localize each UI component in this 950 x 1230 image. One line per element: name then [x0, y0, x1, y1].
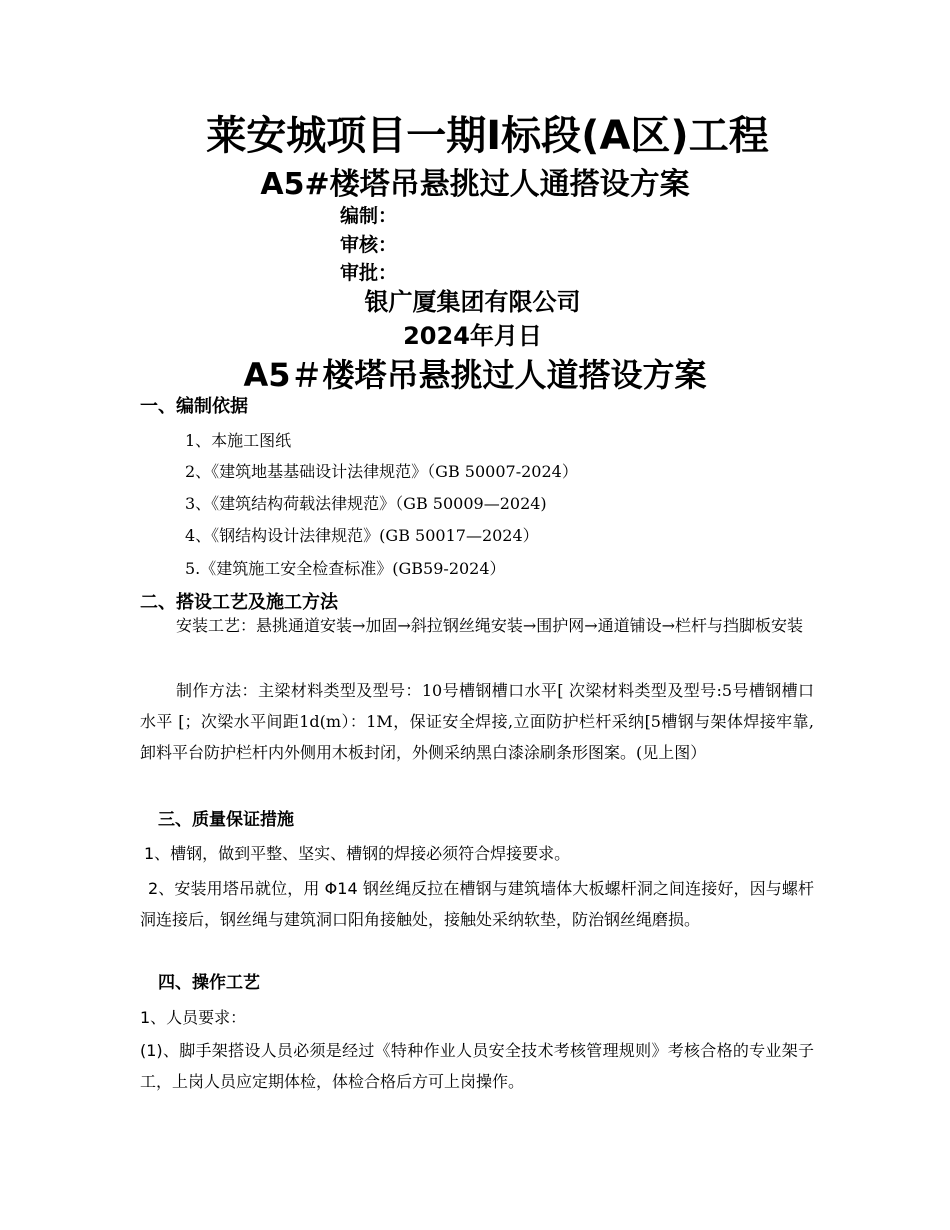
- section2-heading: 二、搭设工艺及施工方法: [140, 592, 338, 613]
- reviewed-by-label: 审核：: [340, 234, 398, 256]
- quality-item: 2、安装用塔吊就位，用 Φ14 钢丝绳反拉在槽钢与建筑墙体大板螺杆洞之间连接好，因与螺杆洞连接后，钢丝绳与建筑洞口阳角接触处，接触处采纳软垫，防治钢丝绳磨损。: [140, 879, 814, 929]
- approved-by-label: 审批：: [340, 262, 398, 284]
- install-process-paragraph: 安装工艺：悬挑通道安装→加固→斜拉钢丝绳安装→围护网→通道铺设→栏杆与挡脚板安装: [176, 616, 804, 635]
- company-name: 银广厦集团有限公司: [364, 288, 581, 316]
- project-title: 莱安城项目一期Ⅰ标段(A区)工程: [206, 113, 769, 159]
- document-date: 2024年月日: [403, 322, 542, 350]
- basis-item: 4、《钢结构设计法律规范》(GB 50017—2024）: [185, 526, 539, 545]
- section-main-title: A5＃楼塔吊悬挑过人道搭设方案: [243, 356, 707, 394]
- section4-heading: 四、操作工艺: [158, 973, 260, 993]
- operation-item: (1)、脚手架搭设人员必须是经过《特种作业人员安全技术考核管理规则》考核合格的专业架子工，上岗人员应定期体检，体检合格后方可上岗操作。: [140, 1041, 814, 1091]
- basis-item: 5.《建筑施工安全检查标准》(GB59-2024）: [185, 559, 506, 578]
- plan-title: A5#楼塔吊悬挑过人通搭设方案: [260, 167, 690, 202]
- personnel-requirements-heading: 1、人员要求：: [140, 1008, 247, 1027]
- fabrication-method-paragraph: 制作方法：主梁材料类型及型号：10号槽钢槽口水平[ 次梁材料类型及型号:5号槽钢槽口水平 [；次梁水平间距1d(m）：1M，保证安全焊接,立面防护栏杆采纳[5槽钢与架体焊接牢靠,卸料平台防护栏杆内外侧用木板封闭，外侧采纳黑白漆涂刷条形图案。(见上图）: [140, 681, 814, 762]
- section1-heading: 一、编制依据: [140, 396, 248, 417]
- basis-item: 2、《建筑地基基础设计法律规范》（GB 50007-2024）: [185, 462, 578, 481]
- compiled-by-label: 编制：: [340, 205, 398, 227]
- basis-item: 3、《建筑结构荷载法律规范》（GB 50009—2024): [185, 494, 547, 513]
- quality-item: 1、槽钢，做到平整、坚实、槽钢的焊接必须符合焊接要求。: [144, 844, 571, 863]
- basis-item: 1、本施工图纸: [185, 431, 292, 450]
- section3-heading: 三、质量保证措施: [158, 810, 294, 830]
